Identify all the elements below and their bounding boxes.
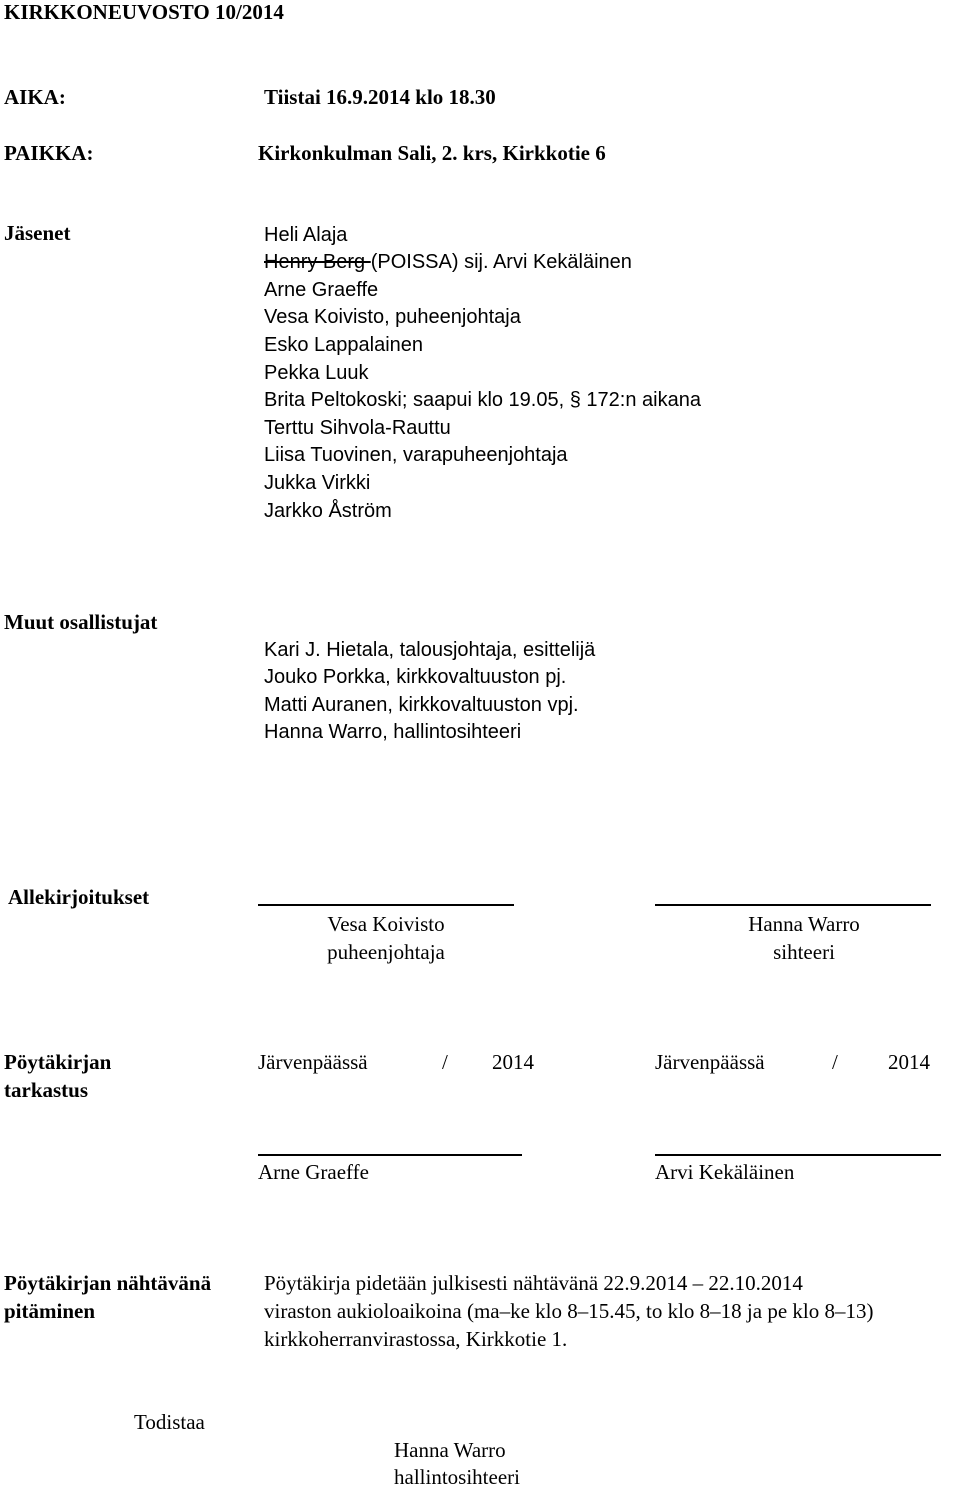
tarkastaja-name: Arne Graeffe (258, 1160, 369, 1184)
aika-value: Tiistai 16.9.2014 klo 18.30 (264, 85, 496, 109)
tarkastus-label-line2: tarkastus (4, 1078, 89, 1102)
tarkastus-year: 2014 (492, 1050, 534, 1074)
tarkastus-label-line1: Pöytäkirjan (4, 1050, 112, 1074)
member-item-absent (264, 252, 632, 272)
absent-member-name: Henry Berg (264, 251, 371, 273)
signer-name: Hanna Warro (748, 912, 860, 936)
member-item: Esko Lappalainen (264, 334, 424, 356)
paikka-label: PAIKKA: (4, 141, 94, 165)
todistaja-role: hallintosihteeri (394, 1465, 520, 1489)
participant-item: Kari J. Hietala, talousjohtaja, esittelijä (264, 639, 596, 661)
member-item: Pekka Luuk (264, 362, 369, 384)
todistaja-name: Hanna Warro (394, 1438, 506, 1462)
member-item: Liisa Tuovinen, varapuheenjohtaja (264, 444, 568, 466)
tarkastus-place: Järvenpäässä (655, 1050, 765, 1074)
tarkastus-place: Järvenpäässä (258, 1050, 368, 1074)
jasenet-label: Jäsenet (4, 221, 71, 245)
signature-line (258, 1154, 522, 1156)
tarkastus-slash: / (832, 1050, 838, 1074)
member-item: Terttu Sihvola-Rauttu (264, 417, 451, 439)
absent-member-note: (POISSA) sij. Arvi Kekäläinen (370, 251, 632, 273)
signer-role: sihteeri (773, 940, 835, 964)
tarkastaja-name: Arvi Kekäläinen (655, 1160, 795, 1184)
tarkastus-year: 2014 (888, 1050, 930, 1074)
nahtavana-text-line: Pöytäkirja pidetään julkisesti nähtävänä 22.9.2014 – 22.10.2014 (264, 1271, 803, 1295)
paikka-value: Kirkonkulman Sali, 2. krs, Kirkkotie 6 (258, 141, 606, 165)
member-item: Jukka Virkki (264, 472, 371, 494)
muut-label: Muut osallistujat (4, 610, 158, 634)
signer-name: Vesa Koivisto (327, 912, 445, 936)
document-title: KIRKKONEUVOSTO 10/2014 (4, 0, 284, 24)
allekirjoitukset-label: Allekirjoitukset (8, 885, 150, 909)
member-item: Vesa Koivisto, puheenjohtaja (264, 306, 521, 328)
member-item: Brita Peltokoski; saapui klo 19.05, § 172:n aikana (264, 389, 701, 411)
tarkastus-slash: / (442, 1050, 448, 1074)
member-item: Heli Alaja (264, 224, 348, 246)
nahtavana-text-line: kirkkoherranvirastossa, Kirkkotie 1. (264, 1327, 568, 1351)
nahtavana-label-line1: Pöytäkirjan nähtävänä (4, 1271, 212, 1295)
todistaa-label: Todistaa (134, 1410, 205, 1434)
participant-item: Matti Auranen, kirkkovaltuuston vpj. (264, 694, 579, 716)
member-item: Arne Graeffe (264, 279, 379, 301)
signature-line (258, 904, 514, 906)
nahtavana-text-line: viraston aukioloaikoina (ma–ke klo 8–15.45, to klo 8–18 ja pe klo 8–13) (264, 1299, 874, 1323)
signature-line (655, 1154, 941, 1156)
signature-line (655, 904, 931, 906)
nahtavana-label-line2: pitäminen (4, 1299, 96, 1323)
signer-role: puheenjohtaja (327, 940, 445, 964)
member-item: Jarkko Åström (264, 500, 392, 522)
participant-item: Jouko Porkka, kirkkovaltuuston pj. (264, 666, 567, 688)
participant-item: Hanna Warro, hallintosihteeri (264, 721, 522, 743)
aika-label: AIKA: (4, 85, 66, 109)
